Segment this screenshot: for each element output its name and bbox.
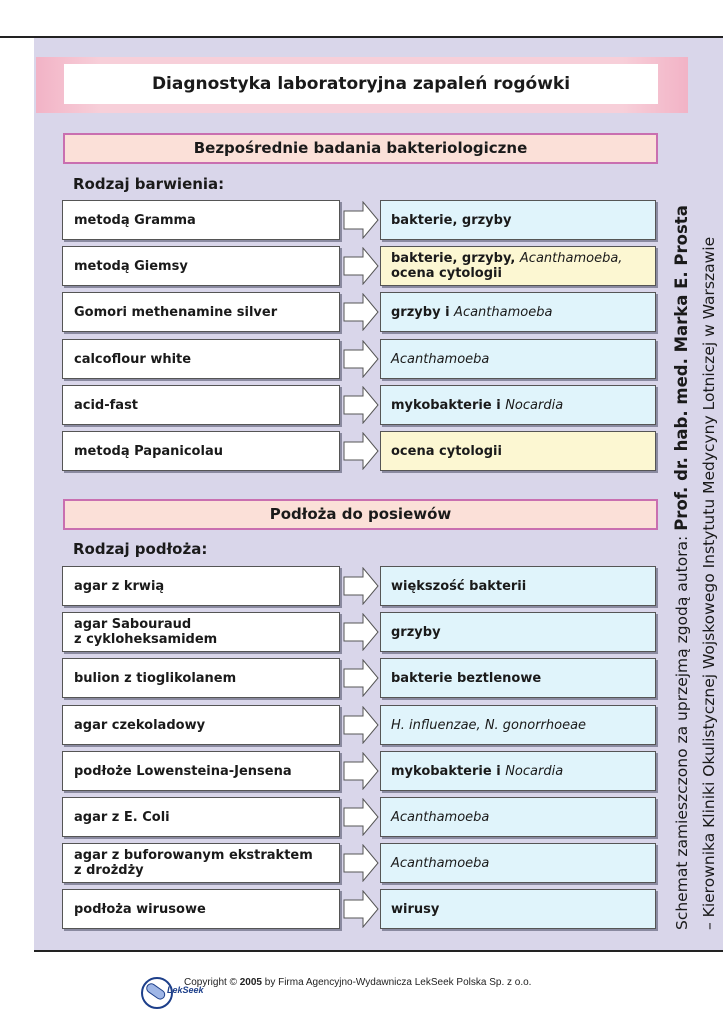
arrow-right-icon xyxy=(343,752,379,790)
staining-name-box xyxy=(62,431,340,471)
arrow-right-icon xyxy=(343,567,379,605)
arrow-right-icon xyxy=(343,340,379,378)
medium-result-box xyxy=(380,566,656,606)
medium-result-text xyxy=(391,718,586,733)
staining-result-text xyxy=(391,305,552,320)
medium-result xyxy=(391,890,649,928)
medium-name-box xyxy=(62,751,340,791)
medium-name-text: bulion z tioglikolanem xyxy=(74,670,237,686)
side-credit-line-2: – Kierownika Kliniki Okulistycznej Wojskowego Instytutu Medycyny Lotniczej w Warszawie xyxy=(700,236,718,930)
medium-name-text: agar z krwią xyxy=(74,578,165,594)
staining-name-text: metodą Gramma xyxy=(74,212,196,228)
staining-row xyxy=(62,339,662,379)
arrow-right-icon xyxy=(343,432,379,470)
medium-name xyxy=(74,752,333,790)
medium-result-text xyxy=(391,810,489,825)
medium-name xyxy=(74,890,333,928)
staining-result-segment: mykobakterie i xyxy=(391,397,506,413)
staining-result-text xyxy=(391,398,563,413)
copyright-suffix: by Firma Agencyjno-Wydawnicza LekSeek Polska Sp. z o.o. xyxy=(261,977,532,988)
medium-result-box xyxy=(380,612,656,652)
staining-row xyxy=(62,200,662,240)
staining-name-text: acid-fast xyxy=(74,397,139,413)
staining-row xyxy=(62,292,662,332)
arrow-right-icon xyxy=(343,844,379,882)
medium-name-box xyxy=(62,566,340,606)
staining-result xyxy=(391,386,649,424)
medium-result-segment: Acanthamoeba xyxy=(391,855,490,871)
staining-result-segment: ocena cytologii xyxy=(391,266,502,281)
medium-result-segment: bakterie beztlenowe xyxy=(391,670,542,686)
medium-row xyxy=(62,889,662,929)
medium-result-segment: H. influenzae, N. gonorrhoeae xyxy=(391,717,587,733)
staining-name xyxy=(74,293,333,331)
arrow-right-icon xyxy=(343,201,379,239)
arrow-right-icon xyxy=(343,890,379,928)
medium-result-segment: Acanthamoeba xyxy=(391,809,490,825)
staining-name-box xyxy=(62,200,340,240)
medium-name-text: agar z E. Coli xyxy=(74,809,170,825)
medium-name-text: agar z buforowanym ekstraktem z drożdży xyxy=(74,848,313,878)
medium-result xyxy=(391,844,649,882)
medium-name-text: podłoża wirusowe xyxy=(74,901,206,917)
staining-name-box xyxy=(62,292,340,332)
staining-name-text: metodą Papanicolau xyxy=(74,443,223,459)
side-credit-line-1 xyxy=(672,205,691,930)
arrow-right-icon xyxy=(343,798,379,836)
staining-result-segment: Acanthamoeba, xyxy=(519,251,623,266)
medium-result-box xyxy=(380,797,656,837)
staining-result-segment: ocena cytologii xyxy=(391,443,502,459)
side-credit-prefix: Schemat zamieszczono za uprzejmą zgodą autora: xyxy=(673,530,691,930)
medium-result-segment: Nocardia xyxy=(505,763,564,779)
staining-row xyxy=(62,385,662,425)
staining-row xyxy=(62,246,662,286)
medium-result-box xyxy=(380,705,656,745)
medium-name-text: podłoże Lowensteina-Jensena xyxy=(74,763,292,779)
staining-result xyxy=(391,293,649,331)
staining-name xyxy=(74,201,333,239)
page-title: Diagnostyka laboratoryjna zapaleń rogówki xyxy=(151,74,571,94)
medium-name-box xyxy=(62,705,340,745)
logo-text: LekSeek xyxy=(167,985,204,995)
medium-result-box xyxy=(380,751,656,791)
side-credit-author: Prof. dr. hab. med. Marka E. Prosta xyxy=(672,205,691,531)
arrow-right-icon xyxy=(343,386,379,424)
medium-result-box xyxy=(380,889,656,929)
medium-result-segment: grzyby xyxy=(391,624,441,640)
staining-result-text xyxy=(391,213,511,228)
staining-result xyxy=(391,340,649,378)
medium-result xyxy=(391,659,649,697)
medium-result-text xyxy=(391,671,541,686)
section-heading-staining: Bezpośrednie badania bakteriologiczne xyxy=(63,133,658,164)
staining-result-text xyxy=(391,444,502,459)
medium-row xyxy=(62,612,662,652)
medium-result-segment: wirusy xyxy=(391,901,440,917)
staining-result-text xyxy=(391,251,622,281)
sublabel-media: Rodzaj podłoża: xyxy=(73,540,208,558)
medium-result-text xyxy=(391,764,563,779)
medium-result xyxy=(391,706,649,744)
medium-result xyxy=(391,613,649,651)
medium-name-box xyxy=(62,612,340,652)
sublabel-staining: Rodzaj barwienia: xyxy=(73,175,225,193)
staining-result-box xyxy=(380,339,656,379)
staining-result-box xyxy=(380,431,656,471)
medium-result xyxy=(391,798,649,836)
medium-result xyxy=(391,567,649,605)
medium-result-box xyxy=(380,658,656,698)
staining-name-box xyxy=(62,246,340,286)
staining-name-text: calcoflour white xyxy=(74,351,192,367)
medium-name xyxy=(74,567,333,605)
medium-name-text: agar czekoladowy xyxy=(74,717,206,733)
arrow-right-icon xyxy=(343,293,379,331)
arrow-right-icon xyxy=(343,613,379,651)
medium-result-text xyxy=(391,856,489,871)
medium-row xyxy=(62,751,662,791)
staining-result xyxy=(391,432,649,470)
copyright-prefix: Copyright © xyxy=(184,977,240,988)
medium-result-box xyxy=(380,843,656,883)
medium-name xyxy=(74,659,333,697)
staining-result-segment: Acanthamoeba xyxy=(391,351,490,367)
medium-name xyxy=(74,706,333,744)
staining-name-box xyxy=(62,385,340,425)
medium-name xyxy=(74,613,333,651)
arrow-right-icon xyxy=(343,706,379,744)
staining-name xyxy=(74,247,333,285)
staining-name xyxy=(74,340,333,378)
medium-result-text xyxy=(391,625,441,640)
medium-row xyxy=(62,566,662,606)
medium-name-box xyxy=(62,843,340,883)
medium-row xyxy=(62,797,662,837)
staining-result-box xyxy=(380,246,656,286)
staining-result xyxy=(391,247,649,285)
staining-result-segment: Nocardia xyxy=(505,397,564,413)
arrow-right-icon xyxy=(343,247,379,285)
medium-result xyxy=(391,752,649,790)
staining-result-segment: grzyby i xyxy=(391,304,455,320)
staining-name-text: metodą Giemsy xyxy=(74,258,188,274)
medium-row xyxy=(62,705,662,745)
staining-result-text xyxy=(391,352,489,367)
medium-name xyxy=(74,844,333,882)
section-heading-media: Podłoża do posiewów xyxy=(63,499,658,530)
medium-result-text xyxy=(391,579,526,594)
medium-name-box xyxy=(62,797,340,837)
staining-name-text: Gomori methenamine silver xyxy=(74,304,278,320)
staining-result xyxy=(391,201,649,239)
staining-row xyxy=(62,431,662,471)
medium-name-box xyxy=(62,658,340,698)
medium-name-text: agar Sabouraud z cykloheksamidem xyxy=(74,617,218,647)
copyright-year: 2005 xyxy=(239,977,262,988)
staining-result-box xyxy=(380,200,656,240)
medium-result-segment: mykobakterie i xyxy=(391,763,506,779)
medium-name-box xyxy=(62,889,340,929)
medium-name xyxy=(74,798,333,836)
medium-row xyxy=(62,843,662,883)
arrow-right-icon xyxy=(343,659,379,697)
staining-name xyxy=(74,386,333,424)
staining-name-box xyxy=(62,339,340,379)
bottom-rule xyxy=(34,950,723,952)
medium-result-segment: większość bakterii xyxy=(391,578,527,594)
staining-result-box xyxy=(380,385,656,425)
staining-result-segment: Acanthamoeba xyxy=(454,304,553,320)
staining-result-box xyxy=(380,292,656,332)
staining-result-segment: bakterie, grzyby, xyxy=(391,251,520,266)
staining-result-segment: bakterie, grzyby xyxy=(391,212,512,228)
medium-row xyxy=(62,658,662,698)
copyright-footer xyxy=(184,977,531,988)
staining-name xyxy=(74,432,333,470)
medium-result-text xyxy=(391,902,439,917)
